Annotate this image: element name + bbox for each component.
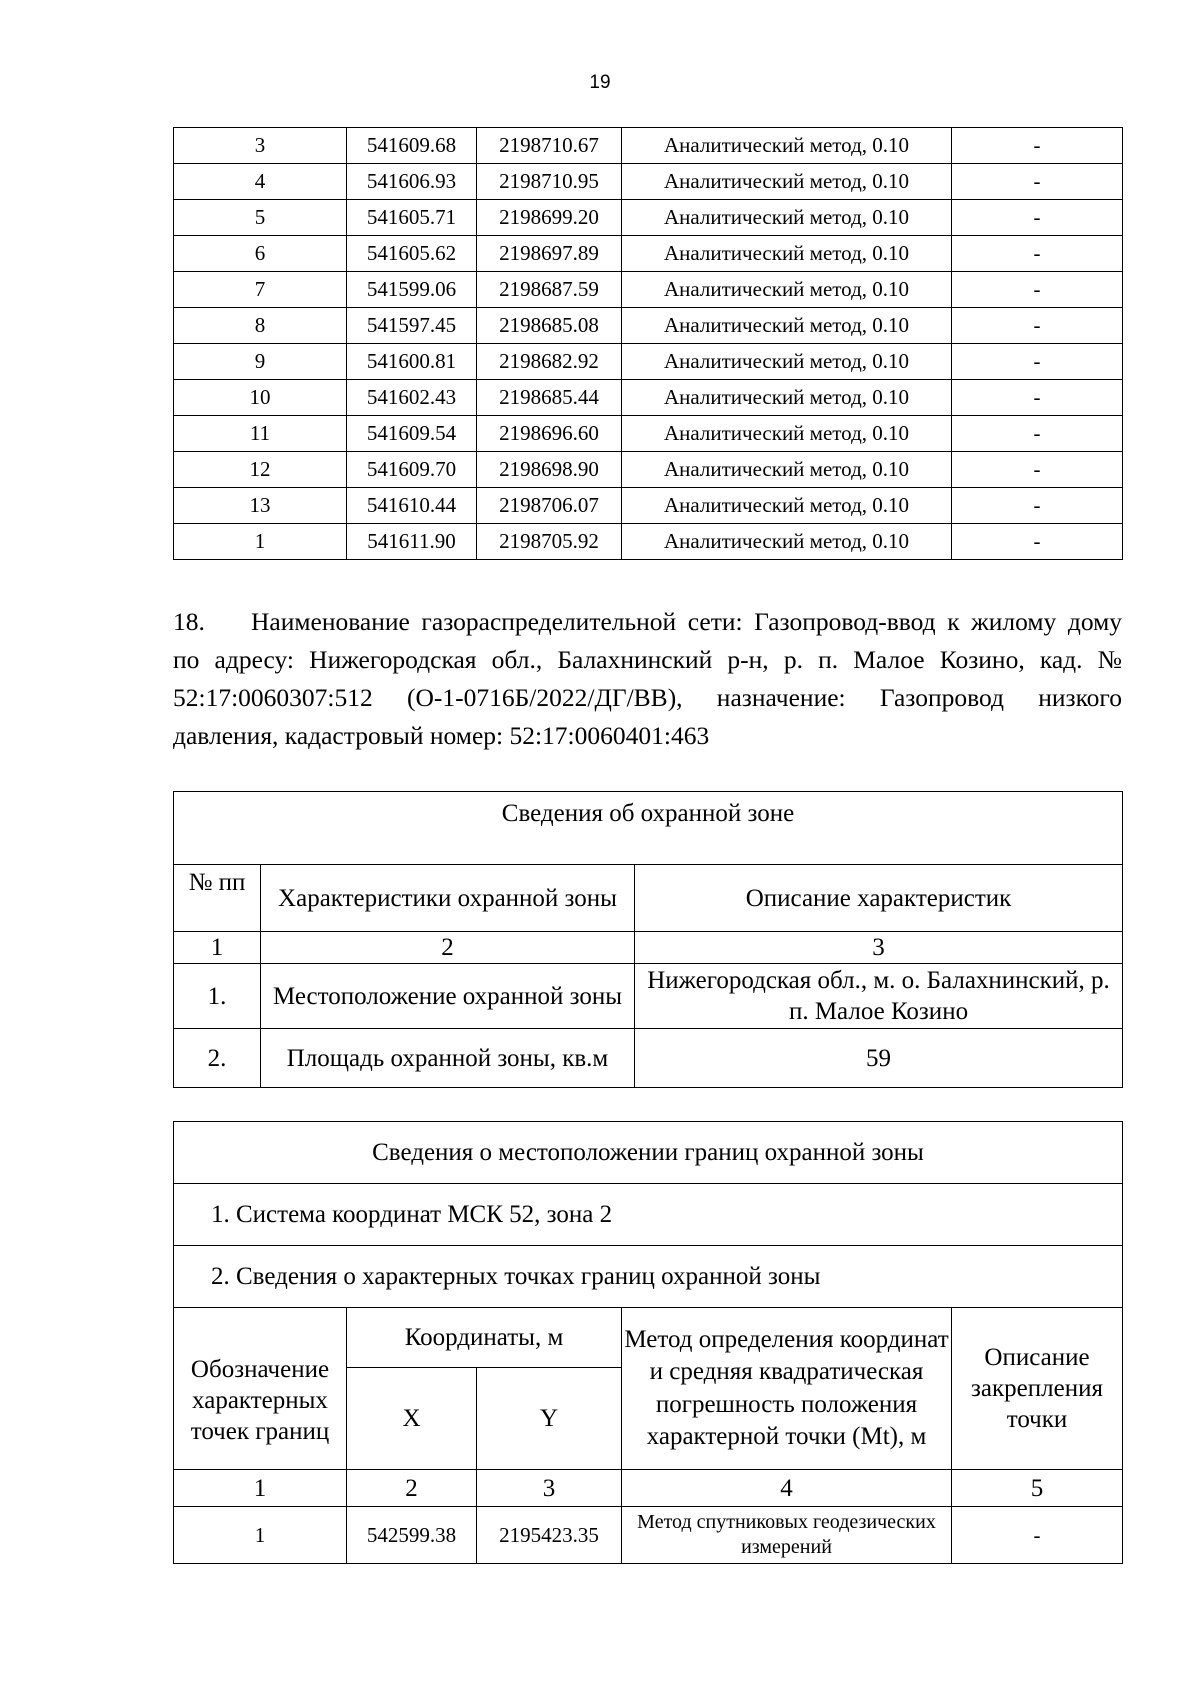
row-characteristic: Местоположение охранной зоны: [261, 964, 635, 1029]
point-method: Аналитический метод, 0.10: [622, 308, 952, 344]
point-fixing: -: [952, 380, 1123, 416]
point-designation: 9: [174, 344, 347, 380]
point-x: 541605.62: [347, 236, 477, 272]
point-y: 2198710.67: [477, 128, 622, 164]
point-y: 2198687.59: [477, 272, 622, 308]
point-fixing: -: [952, 164, 1123, 200]
header-coordinates: Координаты, м: [347, 1308, 622, 1368]
point-fixing: -: [952, 488, 1123, 524]
point-method: Аналитический метод, 0.10: [622, 380, 952, 416]
point-method: Аналитический метод, 0.10: [622, 488, 952, 524]
point-fixing: -: [952, 200, 1123, 236]
header-designation: Обозначение характерных точек границ: [174, 1308, 347, 1470]
protection-zone-info-table: [173, 791, 1123, 1088]
point-method: Аналитический метод, 0.10: [622, 524, 952, 560]
point-fixing: -: [952, 236, 1123, 272]
point-method: Аналитический метод, 0.10: [622, 452, 952, 488]
section-text: Наименование газораспределительной сети: Газопровод-ввод к жилому дому по адресу: Нижегородская обл., Балахнинский р-н, р. п. Малое Козино, кад. № 52:17:0060307:512 (О-1-0716Б/2022/ДГ/ВВ), назначение: Газопровод низкого давления, кадастровый номер: 52:17:0060401:463: [173, 607, 1122, 750]
point-designation: 7: [174, 272, 347, 308]
page-number: 19: [589, 72, 611, 93]
point-designation: 12: [174, 452, 347, 488]
point-y: 2198698.90: [477, 452, 622, 488]
table-row: [174, 128, 1123, 164]
point-fixing: -: [952, 1507, 1123, 1564]
coordinate-system-line: 1. Система координат МСК 52, зона 2: [174, 1184, 1123, 1246]
table-row: [174, 344, 1123, 380]
point-method: Аналитический метод, 0.10: [622, 164, 952, 200]
point-x: 541605.71: [347, 200, 477, 236]
col-number-3: 3: [477, 1470, 622, 1507]
row-characteristic: Площадь охранной зоны, кв.м: [261, 1029, 635, 1088]
point-x: 541606.93: [347, 164, 477, 200]
point-designation: 8: [174, 308, 347, 344]
table-row: [174, 524, 1123, 560]
point-designation: 5: [174, 200, 347, 236]
col-number-1: 1: [174, 1470, 347, 1507]
point-y: 2198699.20: [477, 200, 622, 236]
points-info-line: 2. Сведения о характерных точках границ охранной зоны: [174, 1246, 1123, 1308]
col-number-2: 2: [261, 932, 635, 964]
point-y: 2198697.89: [477, 236, 622, 272]
table-row: [174, 308, 1123, 344]
point-designation: 3: [174, 128, 347, 164]
point-method: Аналитический метод, 0.10: [622, 200, 952, 236]
point-method: Аналитический метод, 0.10: [622, 272, 952, 308]
col-number-4: 4: [622, 1470, 952, 1507]
table-row: [174, 200, 1123, 236]
point-x: 541599.06: [347, 272, 477, 308]
header-method: Метод определения координат и средняя квадратическая погрешность положения характерной точки (Mt), м: [622, 1308, 952, 1470]
table-row: [174, 164, 1123, 200]
col-number-1: 1: [174, 932, 261, 964]
header-y: Y: [477, 1368, 622, 1470]
point-method: Аналитический метод, 0.10: [622, 236, 952, 272]
col-number-2: 2: [347, 1470, 477, 1507]
point-designation: 4: [174, 164, 347, 200]
point-x: 541602.43: [347, 380, 477, 416]
point-x: 541611.90: [347, 524, 477, 560]
zone-bounds-title: Сведения о местоположении границ охранной зоны: [174, 1122, 1123, 1184]
table-row: [174, 452, 1123, 488]
col-number-3: 3: [635, 932, 1123, 964]
table-row: [174, 380, 1123, 416]
point-fixing: -: [952, 128, 1123, 164]
point-y: 2198685.44: [477, 380, 622, 416]
point-x: 541597.45: [347, 308, 477, 344]
header-characteristics: Характеристики охранной зоны: [261, 865, 635, 932]
zone-info-title: Сведения об охранной зоне: [174, 792, 1123, 865]
row-description: 59: [635, 1029, 1123, 1088]
point-y: 2198706.07: [477, 488, 622, 524]
point-fixing: -: [952, 452, 1123, 488]
point-x: 541609.54: [347, 416, 477, 452]
point-designation: 11: [174, 416, 347, 452]
point-y: 2198705.92: [477, 524, 622, 560]
point-method: Метод спутниковых геодезических измерений: [622, 1507, 952, 1564]
point-fixing: -: [952, 524, 1123, 560]
point-designation: 6: [174, 236, 347, 272]
point-method: Аналитический метод, 0.10: [622, 344, 952, 380]
table-row: [174, 416, 1123, 452]
section-number: 18.: [173, 607, 205, 636]
table-row: [174, 488, 1123, 524]
point-fixing: -: [952, 308, 1123, 344]
point-x: 542599.38: [347, 1507, 477, 1564]
header-fixing-description: Описание закрепления точки: [952, 1308, 1123, 1470]
row-num: 2.: [174, 1029, 261, 1088]
section-paragraph: [173, 603, 1122, 755]
point-method: Аналитический метод, 0.10: [622, 416, 952, 452]
col-number-5: 5: [952, 1470, 1123, 1507]
point-y: 2198685.08: [477, 308, 622, 344]
point-x: 541610.44: [347, 488, 477, 524]
row-description: Нижегородская обл., м. о. Балахнинский, р. п. Малое Козино: [635, 964, 1123, 1029]
point-designation: 13: [174, 488, 347, 524]
point-y: 2198682.92: [477, 344, 622, 380]
table-row: [174, 272, 1123, 308]
point-y: 2198710.95: [477, 164, 622, 200]
point-x: 541609.70: [347, 452, 477, 488]
header-number: № пп: [174, 865, 261, 932]
point-fixing: -: [952, 272, 1123, 308]
point-y: 2195423.35: [477, 1507, 622, 1564]
coordinates-table-continued: [173, 127, 1123, 560]
header-description: Описание характеристик: [635, 865, 1123, 932]
row-num: 1.: [174, 964, 261, 1029]
point-fixing: -: [952, 344, 1123, 380]
point-method: Аналитический метод, 0.10: [622, 128, 952, 164]
point-designation: 1: [174, 1507, 347, 1564]
table-row: [174, 236, 1123, 272]
point-x: 541609.68: [347, 128, 477, 164]
point-designation: 10: [174, 380, 347, 416]
header-x: X: [347, 1368, 477, 1470]
point-y: 2198696.60: [477, 416, 622, 452]
point-x: 541600.81: [347, 344, 477, 380]
zone-boundaries-table: [173, 1121, 1123, 1564]
point-fixing: -: [952, 416, 1123, 452]
point-designation: 1: [174, 524, 347, 560]
